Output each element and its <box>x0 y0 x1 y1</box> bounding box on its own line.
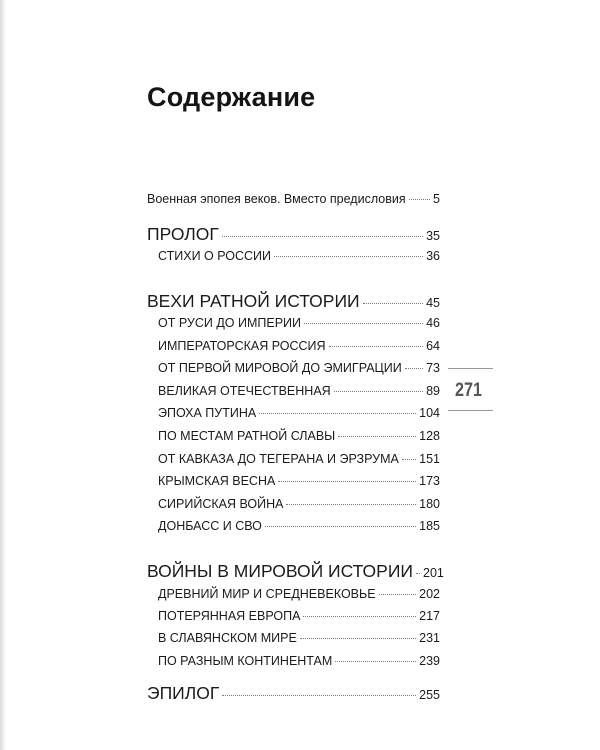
toc-section-page: 255 <box>419 688 440 702</box>
toc-entry-page: 89 <box>426 384 440 398</box>
dot-leader <box>304 323 423 324</box>
toc-section-label: ВОЙНЫ В МИРОВОЙ ИСТОРИИ <box>147 561 413 581</box>
toc-entry[interactable] <box>158 316 440 330</box>
toc-entry-label: ПО РАЗНЫМ КОНТИНЕНТАМ <box>158 654 333 668</box>
toc-section-vekhi[interactable] <box>147 291 440 312</box>
toc-entry-label: СИРИЙСКАЯ ВОЙНА <box>158 497 284 511</box>
toc-section-label: ВЕХИ РАТНОЙ ИСТОРИИ <box>147 291 360 311</box>
dot-leader <box>402 459 416 460</box>
toc-entry[interactable] <box>158 452 440 466</box>
toc-entry-page: 5 <box>433 192 440 206</box>
dot-leader <box>405 368 423 369</box>
dot-leader <box>303 616 416 617</box>
toc-entry-label: ЭПОХА ПУТИНА <box>158 406 257 420</box>
toc-section-page: 35 <box>426 229 440 243</box>
toc-entry-page: 36 <box>426 249 440 263</box>
toc-entry[interactable] <box>158 384 440 398</box>
dot-leader <box>222 695 416 696</box>
toc-entry-label: ПО МЕСТАМ РАТНОЙ СЛАВЫ <box>158 429 336 443</box>
toc-section-page: 45 <box>426 296 440 310</box>
toc-entry-label: ВЕЛИКАЯ ОТЕЧЕСТВЕННАЯ <box>158 384 331 398</box>
toc-entry-label: ОТ ПЕРВОЙ МИРОВОЙ ДО ЭМИГРАЦИИ <box>158 361 402 375</box>
toc-entry[interactable] <box>158 474 440 488</box>
toc-entry[interactable] <box>158 654 440 668</box>
dot-leader <box>329 346 424 347</box>
toc-entry-label: КРЫМСКАЯ ВЕСНА <box>158 474 276 488</box>
dot-leader <box>286 504 416 505</box>
toc-entry[interactable] <box>158 631 440 645</box>
dot-leader <box>334 391 423 392</box>
toc-entry[interactable] <box>158 497 440 511</box>
toc-entry[interactable] <box>158 609 440 623</box>
toc-entry-page: 231 <box>419 631 440 645</box>
toc-section-prolog[interactable] <box>147 224 440 245</box>
toc-section-label: ПРОЛОГ <box>147 224 219 244</box>
toc-entry-page: 217 <box>419 609 440 623</box>
toc-entry-label: В СЛАВЯНСКОМ МИРЕ <box>158 631 297 645</box>
toc-entry-page: 104 <box>419 406 440 420</box>
toc-entry-page: 151 <box>419 452 440 466</box>
toc-entry-page: 185 <box>419 519 440 533</box>
toc-entry[interactable] <box>158 429 440 443</box>
toc-entry-page: 73 <box>426 361 440 375</box>
toc-entry[interactable] <box>158 587 440 601</box>
dot-leader <box>363 303 423 304</box>
toc-entry-label: ДРЕВНИЙ МИР И СРЕДНЕВЕКОВЬЕ <box>158 587 376 601</box>
toc-entry-label: Военная эпопея веков. Вместо предисловия <box>147 192 406 206</box>
toc-entry-label: СТИХИ О РОССИИ <box>158 249 272 263</box>
dot-leader <box>274 256 423 257</box>
dot-leader <box>338 436 416 437</box>
toc-entry-intro[interactable] <box>147 192 440 206</box>
toc-entry[interactable] <box>158 339 440 353</box>
dot-leader <box>335 661 416 662</box>
dot-leader <box>379 594 417 595</box>
page-number: 271 <box>455 380 482 401</box>
dot-leader <box>222 236 423 237</box>
toc-section-page: 201 <box>423 566 444 580</box>
toc-entry-label: ОТ КАВКАЗА ДО ТЕГЕРАНА И ЭРЗРУМА <box>158 452 399 466</box>
page-title: Содержание <box>147 82 316 112</box>
toc-entry-label: ИМПЕРАТОРСКАЯ РОССИЯ <box>158 339 326 353</box>
dot-leader <box>265 526 416 527</box>
toc-entry-page: 239 <box>419 654 440 668</box>
toc-entry[interactable] <box>158 361 440 375</box>
toc-section-voiny[interactable] <box>147 561 444 582</box>
toc-entry-label: ПОТЕРЯННАЯ ЕВРОПА <box>158 609 301 623</box>
toc-entry-page: 128 <box>419 429 440 443</box>
toc-entry-page: 180 <box>419 497 440 511</box>
dot-leader <box>300 638 416 639</box>
toc-entry-page: 64 <box>426 339 440 353</box>
dot-leader <box>278 481 416 482</box>
toc-entry[interactable] <box>158 249 440 263</box>
toc-section-epilog[interactable] <box>147 683 440 704</box>
dot-leader <box>409 199 430 200</box>
toc-section-label: ЭПИЛОГ <box>147 683 220 703</box>
toc-entry-page: 173 <box>419 474 440 488</box>
dot-leader <box>259 413 416 414</box>
toc-entry-page: 46 <box>426 316 440 330</box>
toc-entry-label: ОТ РУСИ ДО ИМПЕРИИ <box>158 316 302 330</box>
dot-leader <box>416 573 420 574</box>
toc-entry-label: ДОНБАСС И СВО <box>158 519 262 533</box>
toc-entry[interactable] <box>158 519 440 533</box>
toc-entry-page: 202 <box>419 587 440 601</box>
toc-entry[interactable] <box>158 406 440 420</box>
